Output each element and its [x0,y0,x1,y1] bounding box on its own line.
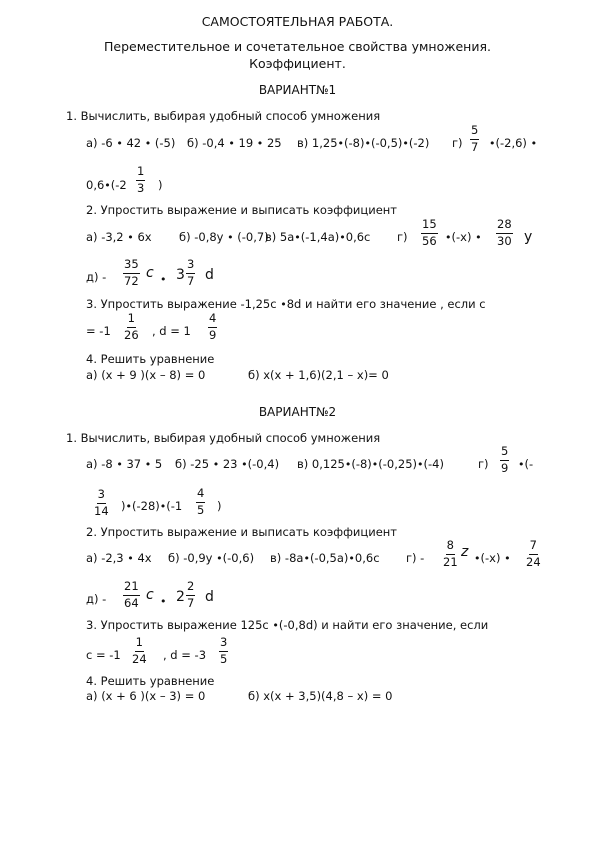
v1-t2-g-label: г) [397,230,408,244]
v2-t2-g-fraction: 8 21 [443,538,458,569]
v1-t2-g-var: у [524,229,533,245]
v1-t2-g-fraction: 15 56 [422,217,437,248]
variant-1-heading: ВАРИАНТ№1 [258,83,337,97]
v1-t2-d-fraction-2: 3 7 [187,257,195,288]
v2-t1-b: б) -25 • 23 •(-0,4) [175,457,280,471]
v2-t2-g-var: z [461,544,469,560]
v1-t4-b: б) х(х + 1,6)(2,1 – х)= 0 [248,368,389,382]
v1-t2-d-dot: • [160,273,167,286]
v2-t1-g-part3: )•(-28)•(-1 [121,499,183,513]
v2-t1-v: в) 0,125•(-8)•(-0,25)•(-4) [297,457,444,471]
v2-t2-g-label: г) - [406,551,425,565]
v2-t2-d-var: с [146,587,154,603]
v1-t3-fraction: 1 26 [124,311,139,342]
v2-t4-a: а) (х + 6 )(х – 3) = 0 [86,689,206,703]
v2-t3-line2: с = -1 [86,648,121,662]
v1-t1-a: а) -6 • 42 • (-5) [86,136,176,150]
v1-t3-line2: = -1 [86,324,111,338]
v2-t2-b: б) -0,9у •(-0,6) [168,551,255,565]
v1-t1-g-part2: •(-2,6) • [489,136,538,150]
page-title: САМОСТОЯТЕЛЬНАЯ РАБОТА. [201,14,394,29]
v1-t2-d-var: с [146,265,154,281]
v2-t2-d-dot: • [160,595,167,608]
v2-t3-fraction: 1 24 [132,635,147,666]
v1-task3-text: 3. Упростить выражение -1,25с •8d и найти его значение , если с [86,297,486,311]
v2-t1-g-label: г) [478,457,489,471]
v1-t2-b: б) -0,8у • (-0,7) [179,230,269,244]
v2-t3-d-fraction: 3 5 [220,635,228,666]
v2-t1-g-fraction-2: 3 14 [94,487,109,518]
v2-t2-d-var-2: d [205,589,214,605]
v1-task4-text: 4. Решить уравнение [86,352,215,366]
v1-t1-g-label: г) [452,136,463,150]
v1-t2-g-fraction-2: 28 30 [497,217,512,248]
v2-t2-g-fraction-2: 7 24 [526,538,541,569]
v1-t3-d: , d = 1 [152,324,191,338]
v2-t3-d: , d = -3 [163,648,207,662]
v2-t2-v: в) -8а•(-0,5а)•0,6с [270,551,380,565]
v1-t4-a: а) (х + 9 )(х – 8) = 0 [86,368,206,382]
v1-t2-g-part2: •(-х) • [445,230,482,244]
v1-t2-a: а) -3,2 • 6х [86,230,152,244]
v2-t2-d-fraction: 21 64 [124,579,139,610]
subtitle-line-1: Переместительное и сочетательное свойства умножения. [104,39,491,54]
v2-task3-text: 3. Упростить выражение 125с •(-0,8d) и найти его значение, если [86,618,489,632]
v2-task2-text: 2. Упростить выражение и выписать коэффициент [86,525,397,539]
v2-t1-g-close: ) [217,499,222,513]
v2-t1-g-fraction: 5 9 [501,444,509,475]
v1-t2-d-var-2: d [205,267,214,283]
v1-t1-v: в) 1,25•(-8)•(-0,5)•(-2) [297,136,430,150]
v2-t2-d-whole: 2 [176,589,185,605]
v1-t2-d-label: д) - [86,270,107,284]
v2-t2-d-label: д) - [86,592,107,606]
v2-t2-d-fraction-2: 2 7 [187,579,195,610]
v1-t1-g-close: ) [158,178,163,192]
v1-task2-text: 2. Упростить выражение и выписать коэффициент [86,203,397,217]
v1-t1-g-part3: 0,6•(-2 [86,178,127,192]
v2-t1-a: а) -8 • 37 • 5 [86,457,163,471]
v1-t1-g-fraction-2: 1 3 [137,164,145,195]
v1-t2-v: в) 5а•(-1,4а)•0,6с [265,230,371,244]
v2-task1-text: 1. Вычислить, выбирая удобный способ умножения [66,431,381,445]
subtitle-line-2: Коэффициент. [249,56,346,71]
v1-t1-g-fraction: 5 7 [471,123,479,154]
v1-task1-text: 1. Вычислить, выбирая удобный способ умножения [66,109,381,123]
v1-t3-d-fraction: 4 9 [209,311,217,342]
v2-task4-text: 4. Решить уравнение [86,674,215,688]
v2-t1-g-part2: •(- [518,457,534,471]
variant-2-heading: ВАРИАНТ№2 [258,405,337,419]
v2-t2-g-part2: •(-х) • [474,551,511,565]
v1-t2-d-whole: 3 [176,267,185,283]
v1-t1-b: б) -0,4 • 19 • 25 [187,136,282,150]
v2-t2-a: а) -2,3 • 4х [86,551,152,565]
v2-t4-b: б) х(х + 3,5)(4,8 – х) = 0 [248,689,393,703]
v1-t2-d-fraction: 35 72 [124,257,139,288]
v2-t1-g-fraction-3: 4 5 [197,486,205,517]
